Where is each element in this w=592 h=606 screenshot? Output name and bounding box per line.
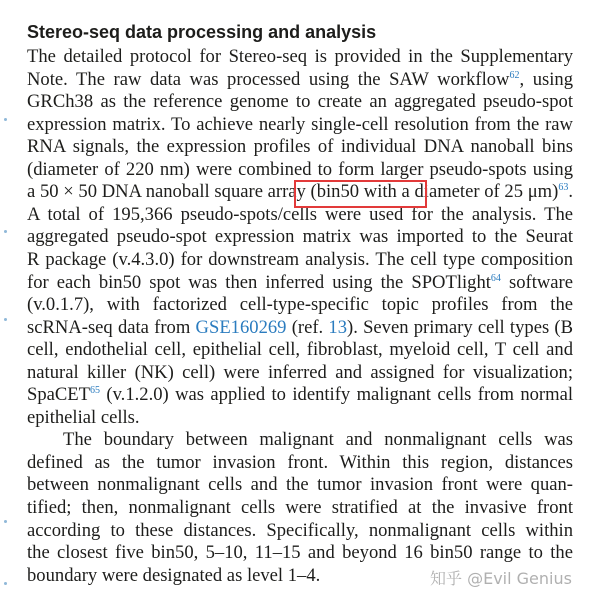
text-line (27, 496, 573, 520)
text-line (27, 271, 573, 295)
text-line (27, 541, 573, 565)
text-segment: between nonmalignant cells and the tumor invasion front were quan- (27, 474, 573, 496)
margin-mark (4, 582, 7, 585)
citation-superscript[interactable]: 64 (490, 272, 501, 284)
text-segment: boundary were designated as level 1–4. (27, 564, 321, 586)
text-line (27, 180, 573, 204)
section-heading: Stereo-seq data processing and analysis (27, 22, 377, 42)
text-segment: (diameter of 220 nm) were combined to form larger pseudo-spots using (27, 158, 573, 180)
text-line (27, 45, 573, 69)
text-segment: the closest five bin50, 5–10, 11–15 and beyond 16 bin50 range to the (27, 542, 573, 564)
text-line (27, 316, 573, 340)
text-line (27, 338, 573, 362)
text-segment: tified; then, nonmalignant cells were stratified at the invasive front (27, 497, 573, 518)
text-segment: The boundary between malignant and nonmalignant cells was (63, 429, 573, 451)
text-line (27, 225, 573, 249)
text-segment: (ref. (286, 316, 329, 338)
text-line (27, 90, 573, 114)
text-line (27, 203, 573, 227)
text-line (27, 473, 573, 497)
text-segment: a 50 × 50 DNA nanoball square array (bin50 with a diameter of 25 μm) (27, 181, 559, 203)
margin-mark (4, 118, 7, 121)
zhihu-watermark: 知乎 @Evil Genius (430, 569, 572, 588)
text-segment: RNA signals, the expression profiles of individual DNA nanoball bins (27, 136, 573, 158)
text-line (27, 248, 573, 272)
reference-link[interactable]: GSE160269 (195, 316, 287, 338)
text-segment: (v.0.1.7), with factorized cell-type-specific topic profiles from the (27, 294, 573, 316)
margin-mark (4, 318, 7, 321)
text-line (27, 451, 573, 475)
text-line (27, 361, 573, 385)
text-segment: A total of 195,366 pseudo-spots/cells were used for the analysis. The (27, 203, 573, 225)
text-segment: software (500, 271, 573, 293)
text-segment: defined as the tumor invasion front. Within this region, distances (27, 451, 573, 473)
text-segment: epithelial cells. (27, 406, 140, 428)
reference-link[interactable]: 13 (328, 316, 348, 338)
text-line (27, 158, 573, 182)
text-line (27, 113, 573, 137)
text-segment: , using (519, 68, 573, 90)
text-segment: cell, endothelial cell, epithelial cell, fibroblast, myeloid cell, T cell and (27, 339, 573, 361)
text-segment: ). Seven primary cell types (B (347, 316, 574, 338)
text-line (27, 135, 573, 159)
text-segment: The detailed protocol for Stereo-seq is provided in the Supplementary (27, 46, 573, 67)
margin-mark (4, 230, 7, 233)
text-line (27, 428, 573, 452)
margin-mark (4, 520, 7, 523)
text-segment: for each bin50 spot was then inferred using the SPOTlight (27, 271, 491, 293)
text-line (27, 383, 573, 407)
text-segment: Note. The raw data was processed using the SAW workflow (27, 68, 510, 90)
text-segment: natural killer (NK) cell) were inferred and assigned for visualization; (27, 361, 573, 383)
text-segment: R package (v.4.3.0) for downstream analysis. The cell type composition (27, 248, 573, 270)
text-segment: according to these distances. Specifically, nonmalignant cells within (27, 519, 573, 541)
text-line (27, 68, 573, 92)
text-segment: aggregated pseudo-spot expression matrix was imported to the Seurat (27, 226, 573, 248)
text-line (27, 519, 573, 543)
text-line (27, 293, 573, 317)
text-segment: expression matrix. To achieve nearly single-cell resolution from the raw (27, 113, 573, 135)
text-segment: scRNA-seq data from (27, 316, 196, 338)
citation-superscript[interactable]: 65 (90, 385, 101, 397)
text-line (27, 406, 573, 430)
citation-superscript[interactable]: 63 (558, 182, 569, 194)
text-segment: GRCh38 as the reference genome to create an aggregated pseudo-spot (27, 91, 573, 113)
text-segment: (v.1.2.0) was applied to identify malignant cells from normal (100, 384, 573, 406)
text-segment: SpaCET (27, 384, 91, 406)
citation-superscript[interactable]: 62 (509, 69, 520, 81)
text-segment: . (568, 181, 573, 203)
